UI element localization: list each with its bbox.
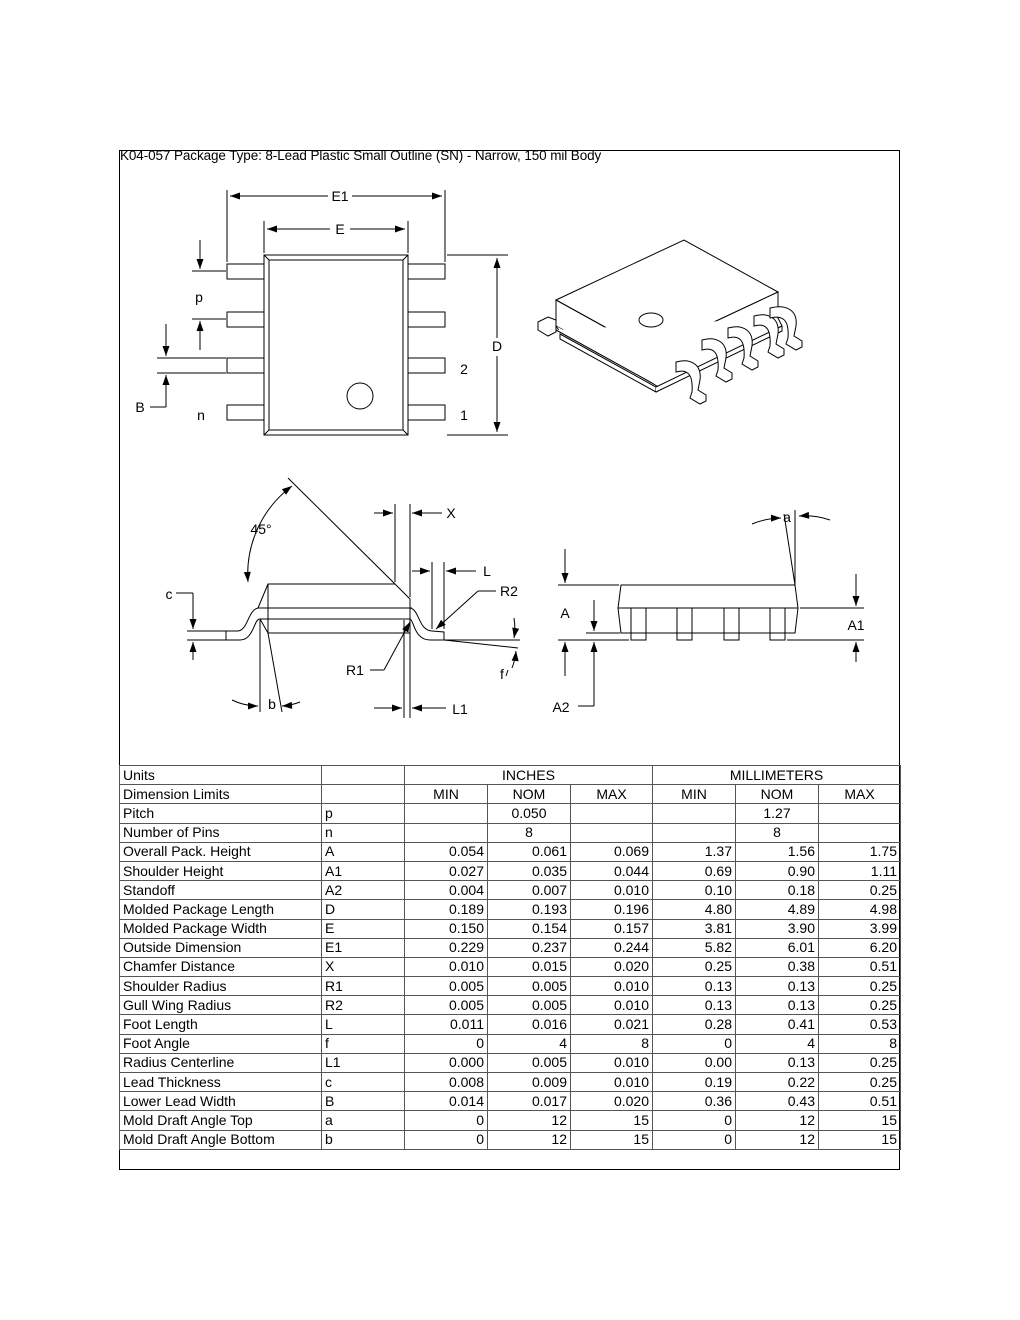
dimension-value bbox=[405, 804, 488, 823]
dimension-value: 8 bbox=[571, 1034, 653, 1053]
table-row bbox=[120, 996, 901, 1015]
dimension-value: 0.009 bbox=[488, 1073, 571, 1092]
units-row bbox=[120, 766, 901, 785]
label-pin1: 1 bbox=[460, 407, 468, 423]
top-view bbox=[150, 190, 508, 435]
dimension-value: 0.004 bbox=[405, 881, 488, 900]
units-sym-cell bbox=[322, 766, 405, 785]
dimension-value: 0.010 bbox=[405, 957, 488, 976]
dimension-value: 0.044 bbox=[571, 861, 653, 880]
dimension-value: 0.90 bbox=[736, 861, 819, 880]
dimension-symbol: L1 bbox=[322, 1053, 405, 1072]
label-E1: E1 bbox=[331, 188, 349, 204]
dimension-name: Chamfer Distance bbox=[120, 957, 322, 976]
dimension-value: 0.189 bbox=[405, 900, 488, 919]
dimension-value: 0.020 bbox=[571, 957, 653, 976]
dimension-value: 0.43 bbox=[736, 1092, 819, 1111]
table-row bbox=[120, 1130, 901, 1149]
dimension-value: 0.25 bbox=[819, 1073, 901, 1092]
dimension-value: 0 bbox=[405, 1111, 488, 1130]
dimension-value: 0.13 bbox=[736, 996, 819, 1015]
dimension-value: 0.13 bbox=[736, 1053, 819, 1072]
dimension-value: 6.20 bbox=[819, 938, 901, 957]
dimension-value: 12 bbox=[736, 1111, 819, 1130]
dimension-value bbox=[405, 823, 488, 842]
table-row bbox=[120, 823, 901, 842]
limits-label: Dimension Limits bbox=[120, 785, 322, 804]
dimension-value bbox=[571, 804, 653, 823]
dimension-value: 4.98 bbox=[819, 900, 901, 919]
dimension-symbol: X bbox=[322, 957, 405, 976]
dimension-value: 3.90 bbox=[736, 919, 819, 938]
dimension-value: 0 bbox=[653, 1034, 736, 1053]
table-row bbox=[120, 977, 901, 996]
package-title: K04-057 Package Type: 8-Lead Plastic Small Outline (SN) - Narrow, 150 mil Body bbox=[120, 148, 602, 163]
col-header: MAX bbox=[819, 785, 901, 804]
dimension-value: 1.11 bbox=[819, 861, 901, 880]
dimension-value: 4 bbox=[736, 1034, 819, 1053]
col-header: NOM bbox=[736, 785, 819, 804]
label-n: n bbox=[197, 407, 205, 423]
dimension-value: 0.193 bbox=[488, 900, 571, 919]
dimension-symbol: A2 bbox=[322, 881, 405, 900]
dimension-value: 0 bbox=[405, 1034, 488, 1053]
dimension-value: 5.82 bbox=[653, 938, 736, 957]
label-45-degrees: 45° bbox=[250, 521, 272, 537]
dimension-symbol: R2 bbox=[322, 996, 405, 1015]
dimension-value bbox=[819, 823, 901, 842]
dimension-value: 0.154 bbox=[488, 919, 571, 938]
dimension-value: 0.020 bbox=[571, 1092, 653, 1111]
dimension-value: 0.069 bbox=[571, 842, 653, 861]
dimension-value bbox=[819, 804, 901, 823]
dimension-value: 0.237 bbox=[488, 938, 571, 957]
dimension-value: 0.050 bbox=[488, 804, 571, 823]
dimension-name: Shoulder Radius bbox=[120, 977, 322, 996]
dimension-value: 0.22 bbox=[736, 1073, 819, 1092]
dimension-name: Foot Length bbox=[120, 1015, 322, 1034]
dimension-symbol: n bbox=[322, 823, 405, 842]
dimension-value: 4.80 bbox=[653, 900, 736, 919]
dimension-value: 0.157 bbox=[571, 919, 653, 938]
dimension-value: 0.10 bbox=[653, 881, 736, 900]
table-row bbox=[120, 842, 901, 861]
dimension-symbol: A1 bbox=[322, 861, 405, 880]
dimension-value: 0.010 bbox=[571, 996, 653, 1015]
millimeters-header: MILLIMETERS bbox=[653, 766, 901, 785]
dimension-name: Pitch bbox=[120, 804, 322, 823]
dimension-name: Overall Pack. Height bbox=[120, 842, 322, 861]
dimension-value: 0.28 bbox=[653, 1015, 736, 1034]
dimension-value: 12 bbox=[736, 1130, 819, 1149]
limits-sym-cell bbox=[322, 785, 405, 804]
label-c: c bbox=[165, 586, 173, 602]
label-R1: R1 bbox=[346, 662, 364, 678]
dimension-value: 1.75 bbox=[819, 842, 901, 861]
dimension-value: 15 bbox=[819, 1111, 901, 1130]
label-L: L bbox=[483, 563, 491, 579]
dimension-value: 0.035 bbox=[488, 861, 571, 880]
dimension-value: 0.015 bbox=[488, 957, 571, 976]
dimension-name: Mold Draft Angle Bottom bbox=[120, 1130, 322, 1149]
dimension-symbol: a bbox=[322, 1111, 405, 1130]
label-b: b bbox=[268, 696, 276, 712]
dimension-value: 0.53 bbox=[819, 1015, 901, 1034]
dimension-name: Standoff bbox=[120, 881, 322, 900]
dimension-value: 0.25 bbox=[819, 996, 901, 1015]
col-header: MAX bbox=[571, 785, 653, 804]
dimension-symbol: p bbox=[322, 804, 405, 823]
dimension-value: 0.010 bbox=[571, 977, 653, 996]
dimension-value: 0.005 bbox=[488, 1053, 571, 1072]
dimension-value: 0.005 bbox=[488, 977, 571, 996]
dimension-value: 0.005 bbox=[488, 996, 571, 1015]
dimension-value: 1.37 bbox=[653, 842, 736, 861]
dimension-value bbox=[653, 804, 736, 823]
col-header: MIN bbox=[405, 785, 488, 804]
label-L1: L1 bbox=[452, 701, 468, 717]
dimension-value: 0.13 bbox=[736, 977, 819, 996]
label-D: D bbox=[491, 338, 503, 354]
label-E: E bbox=[335, 221, 345, 237]
dimension-name: Lower Lead Width bbox=[120, 1092, 322, 1111]
dimension-value: 0.010 bbox=[571, 1053, 653, 1072]
label-X: X bbox=[446, 505, 456, 521]
dimension-value: 0.13 bbox=[653, 996, 736, 1015]
table-row bbox=[120, 919, 901, 938]
table-row bbox=[120, 1034, 901, 1053]
dimension-symbol: D bbox=[322, 900, 405, 919]
dimension-value: 0.229 bbox=[405, 938, 488, 957]
label-A1: A1 bbox=[847, 617, 865, 633]
dimension-symbol: b bbox=[322, 1130, 405, 1149]
dimension-value: 12 bbox=[488, 1111, 571, 1130]
dimension-value: 0.027 bbox=[405, 861, 488, 880]
table-row bbox=[120, 881, 901, 900]
label-pin2: 2 bbox=[460, 361, 468, 377]
end-view bbox=[558, 510, 864, 706]
dimension-value: 0.000 bbox=[405, 1053, 488, 1072]
dimension-value: 0.014 bbox=[405, 1092, 488, 1111]
dimension-value: 6.01 bbox=[736, 938, 819, 957]
dimension-value: 0.244 bbox=[571, 938, 653, 957]
dimension-value: 0.016 bbox=[488, 1015, 571, 1034]
dimension-value: 0.13 bbox=[653, 977, 736, 996]
label-A: A bbox=[560, 605, 570, 621]
drawing-labels bbox=[135, 188, 864, 717]
dimension-value: 0.011 bbox=[405, 1015, 488, 1034]
table-row bbox=[120, 1111, 901, 1130]
table-row bbox=[120, 957, 901, 976]
table-row bbox=[120, 900, 901, 919]
dimension-value: 0.010 bbox=[571, 1073, 653, 1092]
side-view bbox=[176, 478, 520, 718]
dimension-value: 0.005 bbox=[405, 977, 488, 996]
dimension-value: 8 bbox=[488, 823, 571, 842]
dimension-value: 12 bbox=[488, 1130, 571, 1149]
dimension-table bbox=[119, 765, 901, 1150]
col-header: NOM bbox=[488, 785, 571, 804]
dimension-value bbox=[571, 823, 653, 842]
table-row bbox=[120, 861, 901, 880]
dimension-value: 1.56 bbox=[736, 842, 819, 861]
table-row bbox=[120, 1073, 901, 1092]
dimension-value: 0.00 bbox=[653, 1053, 736, 1072]
dimension-value bbox=[653, 823, 736, 842]
dimension-value: 0.021 bbox=[571, 1015, 653, 1034]
dimension-value: 0.017 bbox=[488, 1092, 571, 1111]
table-row bbox=[120, 1053, 901, 1072]
dimension-name: Mold Draft Angle Top bbox=[120, 1111, 322, 1130]
label-A2: A2 bbox=[552, 699, 570, 715]
table-row bbox=[120, 804, 901, 823]
dimension-value: 15 bbox=[571, 1130, 653, 1149]
limits-row bbox=[120, 785, 901, 804]
dimension-symbol: A bbox=[322, 842, 405, 861]
dimension-symbol: E1 bbox=[322, 938, 405, 957]
dimension-symbol: c bbox=[322, 1073, 405, 1092]
dimension-value: 3.81 bbox=[653, 919, 736, 938]
dimension-value: 0 bbox=[405, 1130, 488, 1149]
dimension-value: 0.25 bbox=[819, 881, 901, 900]
dimension-value: 8 bbox=[736, 823, 819, 842]
dimension-value: 0.38 bbox=[736, 957, 819, 976]
dimension-value: 0 bbox=[653, 1130, 736, 1149]
dimension-value: 0 bbox=[653, 1111, 736, 1130]
dimension-value: 0.007 bbox=[488, 881, 571, 900]
label-B: B bbox=[135, 399, 145, 415]
dimension-name: Shoulder Height bbox=[120, 861, 322, 880]
dimension-name: Outside Dimension bbox=[120, 938, 322, 957]
dimension-value: 0.25 bbox=[819, 977, 901, 996]
dimension-value: 4.89 bbox=[736, 900, 819, 919]
table-row bbox=[120, 1015, 901, 1034]
col-header: MIN bbox=[653, 785, 736, 804]
dimension-name: Gull Wing Radius bbox=[120, 996, 322, 1015]
dimension-name: Molded Package Width bbox=[120, 919, 322, 938]
dimension-value: 0.41 bbox=[736, 1015, 819, 1034]
dimension-value: 0.061 bbox=[488, 842, 571, 861]
dimension-symbol: L bbox=[322, 1015, 405, 1034]
dimension-value: 0.51 bbox=[819, 1092, 901, 1111]
isometric-view bbox=[538, 240, 802, 404]
dimension-value: 0.69 bbox=[653, 861, 736, 880]
table-row bbox=[120, 938, 901, 957]
dimension-value: 0.005 bbox=[405, 996, 488, 1015]
dimension-value: 0.19 bbox=[653, 1073, 736, 1092]
dimension-value: 0.51 bbox=[819, 957, 901, 976]
dimension-name: Foot Angle bbox=[120, 1034, 322, 1053]
dimension-value: 0.36 bbox=[653, 1092, 736, 1111]
dimension-value: 15 bbox=[819, 1130, 901, 1149]
dimension-value: 0.150 bbox=[405, 919, 488, 938]
label-p: p bbox=[195, 289, 203, 305]
dimension-name: Number of Pins bbox=[120, 823, 322, 842]
label-R2: R2 bbox=[500, 583, 518, 599]
dimension-symbol: E bbox=[322, 919, 405, 938]
dimension-value: 0.196 bbox=[571, 900, 653, 919]
dimension-value: 0.25 bbox=[819, 1053, 901, 1072]
table-row bbox=[120, 1092, 901, 1111]
dimension-name: Radius Centerline bbox=[120, 1053, 322, 1072]
dimension-symbol: f bbox=[322, 1034, 405, 1053]
label-f: f bbox=[500, 666, 504, 682]
label-a: a bbox=[783, 509, 791, 525]
units-label: Units bbox=[120, 766, 322, 785]
dimension-symbol: R1 bbox=[322, 977, 405, 996]
dimension-value: 0.18 bbox=[736, 881, 819, 900]
dimension-value: 0.010 bbox=[571, 881, 653, 900]
dimension-value: 1.27 bbox=[736, 804, 819, 823]
dimension-value: 0.008 bbox=[405, 1073, 488, 1092]
dimension-value: 15 bbox=[571, 1111, 653, 1130]
dimension-name: Lead Thickness bbox=[120, 1073, 322, 1092]
dimension-value: 0.054 bbox=[405, 842, 488, 861]
inches-header: INCHES bbox=[405, 766, 653, 785]
dimension-value: 8 bbox=[819, 1034, 901, 1053]
dimension-name: Molded Package Length bbox=[120, 900, 322, 919]
dimension-symbol: B bbox=[322, 1092, 405, 1111]
dimension-value: 3.99 bbox=[819, 919, 901, 938]
dimension-value: 4 bbox=[488, 1034, 571, 1053]
dimension-value: 0.25 bbox=[653, 957, 736, 976]
